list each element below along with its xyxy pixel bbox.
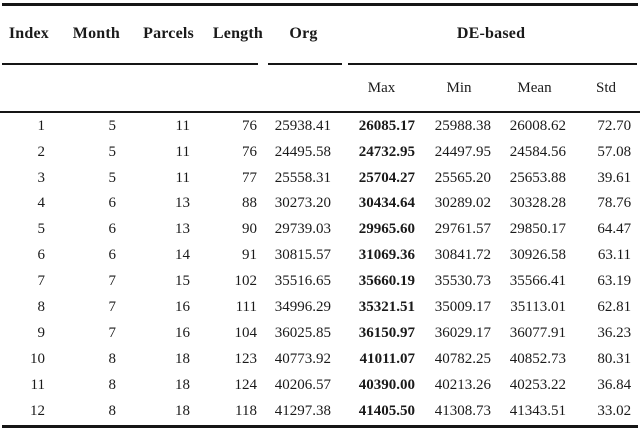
cell-mean: 35566.41 <box>509 273 566 290</box>
cell-org: 40773.92 <box>274 351 331 368</box>
cell-parcels: 13 <box>175 221 190 238</box>
cell-min: 25988.38 <box>434 117 491 134</box>
cell-org: 36025.85 <box>274 325 331 342</box>
cell-std: 39.61 <box>597 169 632 186</box>
cell-org: 25558.31 <box>274 169 331 186</box>
cell-mean: 25653.88 <box>509 169 566 186</box>
cell-std: 36.23 <box>597 325 632 342</box>
cell-org: 29739.03 <box>274 221 331 238</box>
cell-length: 90 <box>242 221 257 238</box>
cell-max: 41405.50 <box>358 403 415 420</box>
cell-index: 10 <box>30 351 45 368</box>
cell-index: 3 <box>37 169 45 186</box>
cell-month: 7 <box>108 325 116 342</box>
column-header-org: Org <box>289 25 318 43</box>
cell-std: 33.02 <box>597 403 632 420</box>
cell-max: 30434.64 <box>358 195 415 212</box>
cell-index: 12 <box>30 403 45 420</box>
cell-mean: 35113.01 <box>510 299 566 316</box>
cell-max: 40390.00 <box>358 377 415 394</box>
cell-max: 36150.97 <box>358 325 415 342</box>
cell-org: 40206.57 <box>274 377 331 394</box>
cell-min: 40782.25 <box>434 351 491 368</box>
cell-month: 5 <box>108 117 116 134</box>
cell-min: 25565.20 <box>434 169 491 186</box>
cell-index: 8 <box>37 299 45 316</box>
table-row <box>0 321 640 347</box>
cell-std: 78.76 <box>597 195 632 212</box>
cell-index: 11 <box>30 377 45 394</box>
cell-index: 7 <box>37 273 45 290</box>
cell-month: 8 <box>108 377 116 394</box>
table-row <box>0 295 640 321</box>
cell-parcels: 15 <box>175 273 190 290</box>
cell-min: 41308.73 <box>434 403 491 420</box>
cell-length: 124 <box>234 377 257 394</box>
cell-max: 26085.17 <box>358 117 415 134</box>
subheader-row <box>0 67 640 110</box>
cell-mean: 26008.62 <box>509 117 566 134</box>
column-header-length: Length <box>212 25 263 43</box>
cell-std: 62.81 <box>597 299 632 316</box>
group-header-de-based: DE-based <box>456 25 526 43</box>
subcolumn-header-mean: Mean <box>517 80 552 97</box>
cell-month: 5 <box>108 169 116 186</box>
column-header-month: Month <box>72 25 120 43</box>
subheader-spacer <box>0 67 342 110</box>
cell-length: 76 <box>242 117 257 134</box>
cell-std: 36.84 <box>597 377 632 394</box>
cell-length: 91 <box>242 247 257 264</box>
cell-length: 123 <box>234 351 257 368</box>
cell-parcels: 16 <box>175 325 190 342</box>
cell-org: 30815.57 <box>274 247 331 264</box>
cell-min: 29761.57 <box>434 221 491 238</box>
cell-std: 80.31 <box>597 351 632 368</box>
table-row <box>0 373 640 399</box>
cmidrule-org <box>268 63 342 65</box>
cell-mean: 40852.73 <box>509 351 566 368</box>
cell-mean: 36077.91 <box>509 325 566 342</box>
cell-max: 35660.19 <box>358 273 415 290</box>
subcolumn-header-min: Min <box>446 80 472 97</box>
cell-org: 35516.65 <box>274 273 331 290</box>
cell-min: 40213.26 <box>434 377 491 394</box>
table-row <box>0 347 640 373</box>
cell-month: 8 <box>108 403 116 420</box>
cell-month: 5 <box>108 143 116 160</box>
cell-max: 24732.95 <box>358 143 415 160</box>
cell-index: 4 <box>37 195 45 212</box>
cell-index: 6 <box>37 247 45 264</box>
cell-mean: 30926.58 <box>509 247 566 264</box>
table-row <box>0 165 640 191</box>
cell-month: 6 <box>108 247 116 264</box>
cell-parcels: 18 <box>175 403 190 420</box>
table-row <box>0 217 640 243</box>
cell-length: 88 <box>242 195 257 212</box>
subcolumn-header-max: Max <box>367 80 396 97</box>
cell-std: 64.47 <box>597 221 632 238</box>
cell-min: 36029.17 <box>434 325 491 342</box>
cell-parcels: 13 <box>175 195 190 212</box>
cell-parcels: 11 <box>175 169 190 186</box>
cell-min: 35009.17 <box>434 299 491 316</box>
header-row <box>0 8 640 61</box>
table-row <box>0 113 640 139</box>
cell-mean: 24584.56 <box>509 143 566 160</box>
cell-std: 57.08 <box>597 143 632 160</box>
cell-parcels: 14 <box>175 247 190 264</box>
table-row <box>0 243 640 269</box>
cell-org: 34996.29 <box>274 299 331 316</box>
cell-mean: 29850.17 <box>509 221 566 238</box>
cell-max: 29965.60 <box>358 221 415 238</box>
cell-index: 1 <box>37 117 45 134</box>
cell-length: 77 <box>242 169 257 186</box>
cell-parcels: 16 <box>175 299 190 316</box>
cell-index: 5 <box>37 221 45 238</box>
cell-org: 41297.38 <box>274 403 331 420</box>
cell-min: 30841.72 <box>434 247 491 264</box>
cell-length: 76 <box>242 143 257 160</box>
cell-index: 9 <box>37 325 45 342</box>
top-rule <box>2 3 638 6</box>
column-header-parcels: Parcels <box>143 25 194 43</box>
cell-month: 6 <box>108 221 116 238</box>
cell-std: 72.70 <box>597 117 632 134</box>
table-body <box>0 113 640 425</box>
cell-org: 25938.41 <box>274 117 331 134</box>
cell-parcels: 18 <box>175 351 190 368</box>
bottom-rule-row <box>0 425 640 434</box>
cmidrule-left-group <box>2 63 258 65</box>
cell-std: 63.19 <box>597 273 632 290</box>
subcolumn-header-std: Std <box>596 80 617 97</box>
cell-min: 35530.73 <box>434 273 491 290</box>
cell-length: 104 <box>234 325 257 342</box>
column-header-index: Index <box>8 25 49 43</box>
cell-month: 7 <box>108 299 116 316</box>
cell-org: 30273.20 <box>274 195 331 212</box>
cell-max: 25704.27 <box>358 169 415 186</box>
cell-org: 24495.58 <box>274 143 331 160</box>
cell-parcels: 11 <box>175 117 190 134</box>
cell-parcels: 11 <box>175 143 190 160</box>
cell-length: 102 <box>234 273 257 290</box>
cell-mean: 40253.22 <box>509 377 566 394</box>
cell-mean: 41343.51 <box>509 403 566 420</box>
cell-month: 6 <box>108 195 116 212</box>
cmidrule-de-based <box>348 63 637 65</box>
cell-min: 24497.95 <box>434 143 491 160</box>
cell-index: 2 <box>37 143 45 160</box>
cell-month: 7 <box>108 273 116 290</box>
cell-parcels: 18 <box>175 377 190 394</box>
cell-std: 63.11 <box>597 247 632 264</box>
cell-month: 8 <box>108 351 116 368</box>
top-rule-row <box>0 0 640 8</box>
cell-max: 41011.07 <box>359 351 415 368</box>
table-row <box>0 399 640 425</box>
table-row <box>0 139 640 165</box>
cell-mean: 30328.28 <box>509 195 566 212</box>
cell-max: 31069.36 <box>358 247 415 264</box>
cell-max: 35321.51 <box>358 299 415 316</box>
cell-min: 30289.02 <box>434 195 491 212</box>
table-row <box>0 269 640 295</box>
cell-length: 111 <box>235 299 257 316</box>
cell-length: 118 <box>235 403 257 420</box>
table-row <box>0 191 640 217</box>
bottom-rule <box>2 425 638 428</box>
